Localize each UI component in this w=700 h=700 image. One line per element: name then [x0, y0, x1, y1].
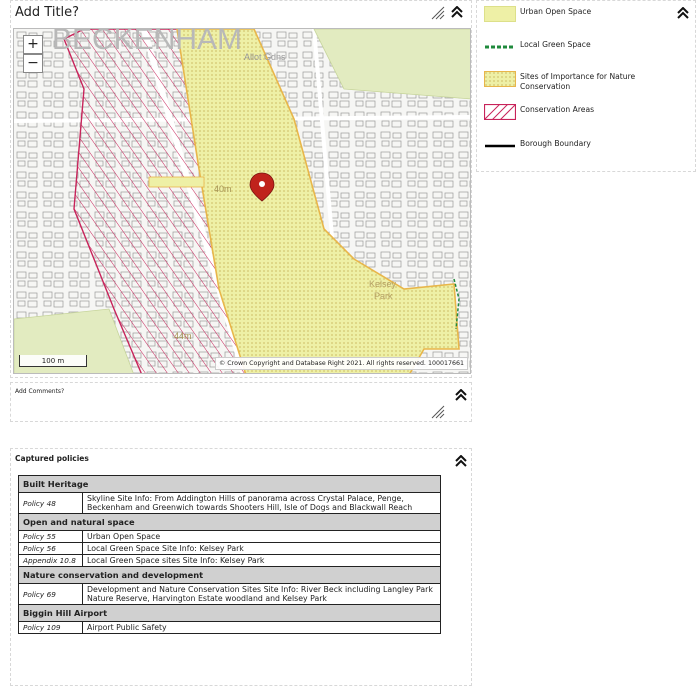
- conservation-area-swatch-icon: [484, 104, 516, 120]
- policy-desc: Urban Open Space: [83, 531, 441, 543]
- section-header: Nature conservation and development: [19, 567, 441, 584]
- collapse-icon[interactable]: [677, 7, 689, 19]
- table-row: [19, 531, 441, 543]
- zoom-out-button[interactable]: −: [23, 54, 43, 73]
- map-title[interactable]: Add Title?: [15, 5, 80, 20]
- resize-icon[interactable]: [431, 405, 445, 419]
- map-label-elevation: 44m: [174, 331, 192, 341]
- copyright-notice: © Crown Copyright and Database Right 2021. All rights reserved. 100017661: [215, 357, 468, 370]
- legend-panel: [476, 0, 696, 172]
- section-header: Open and natural space: [19, 514, 441, 531]
- zoom-in-button[interactable]: +: [23, 35, 43, 54]
- policy-desc: Skyline Site Info: From Addington Hills of panorama across Crystal Palace, Penge, Beckenham and Greenwich towards Shooters Hill, Isle of Dogs and Blackwall Reach: [83, 493, 441, 514]
- policy-ref: Policy 48: [19, 493, 83, 514]
- legend-label: Urban Open Space: [520, 7, 592, 16]
- policy-ref: Policy 69: [19, 584, 83, 605]
- legend-label: Sites of Importance for Nature Conservation: [520, 72, 636, 91]
- legend-label: Borough Boundary: [520, 139, 591, 148]
- policy-ref: Policy 55: [19, 531, 83, 543]
- legend-item-local-green-space: [484, 39, 591, 55]
- map-label-park: Park: [374, 291, 393, 301]
- map-view[interactable]: [13, 28, 471, 374]
- policy-ref: Policy 109: [19, 622, 83, 634]
- policies-panel: [10, 448, 472, 686]
- legend-label: Conservation Areas: [520, 105, 595, 114]
- resize-icon[interactable]: [431, 6, 445, 20]
- map-panel: [10, 0, 472, 378]
- map-label-beckenham: BECKENHAM: [52, 29, 243, 56]
- section-header: Built Heritage: [19, 476, 441, 493]
- policy-desc: Local Green Space sites Site Info: Kelsey Park: [83, 555, 441, 567]
- policy-desc: Local Green Space Site Info: Kelsey Park: [83, 543, 441, 555]
- policy-ref: Appendix 10.8: [19, 555, 83, 567]
- table-row: [19, 493, 441, 514]
- map-label-elevation: 40m: [214, 184, 232, 194]
- comments-label[interactable]: Add Comments?: [15, 388, 65, 395]
- sinc-swatch-icon: [484, 71, 516, 87]
- table-row: [19, 584, 441, 605]
- section-header: Biggin Hill Airport: [19, 605, 441, 622]
- table-row: [19, 622, 441, 634]
- map-label-allot: Allot Gdns: [244, 52, 286, 62]
- urban-open-space-swatch-icon: [484, 6, 516, 22]
- scale-bar: 100 m: [19, 355, 87, 367]
- local-green-space-swatch-icon: [484, 39, 516, 55]
- map-label-kelsey: Kelsey: [369, 279, 397, 289]
- collapse-icon[interactable]: [455, 389, 467, 401]
- collapse-icon[interactable]: [451, 6, 463, 18]
- legend-item-conservation-areas: [484, 104, 594, 120]
- legend-item-sinc: [484, 71, 640, 92]
- policy-desc: Airport Public Safety: [83, 622, 441, 634]
- legend-label: Local Green Space: [520, 40, 591, 49]
- legend-item-urban-open-space: [484, 6, 591, 22]
- policy-desc: Development and Nature Conservation Sites Site Info: River Beck including Langley Park Nature Reserve, Harvington Estate woodland and Kelsey Park: [83, 584, 441, 605]
- policy-ref: Policy 56: [19, 543, 83, 555]
- table-row: [19, 555, 441, 567]
- policy-table: [18, 475, 441, 634]
- comments-panel: [10, 382, 472, 422]
- policies-title: Captured policies: [15, 454, 89, 463]
- borough-boundary-swatch-icon: [484, 138, 516, 154]
- map-canvas[interactable]: [14, 29, 471, 374]
- table-row: [19, 543, 441, 555]
- legend-item-borough-boundary: [484, 138, 591, 154]
- collapse-icon[interactable]: [455, 455, 467, 467]
